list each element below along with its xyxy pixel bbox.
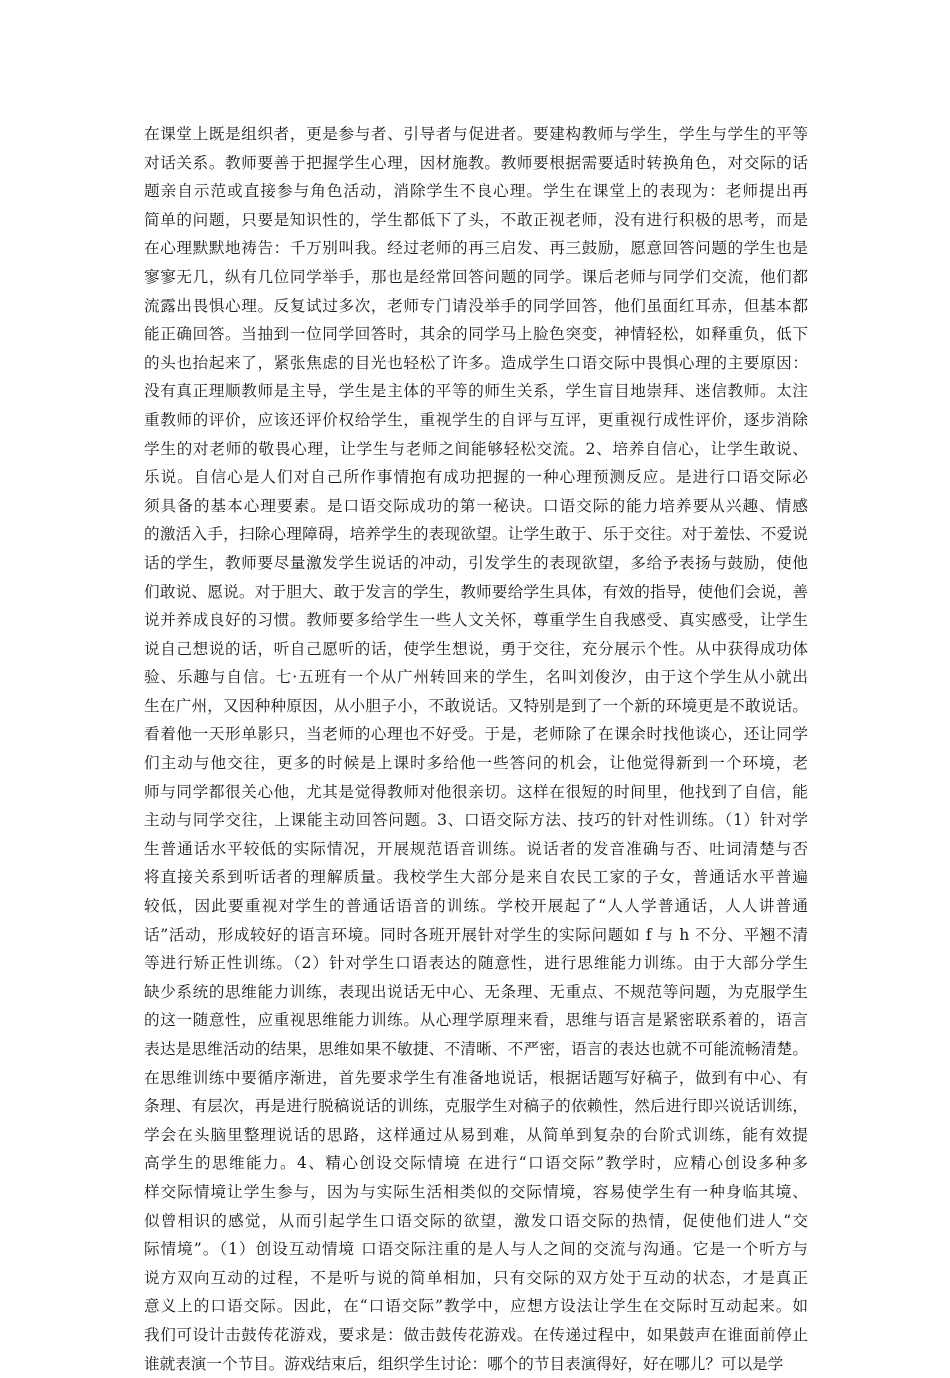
text-line: 等进行矫正性训练。（2）针对学生口语表达的随意性，进行思维能力训练。由于大部分学生: [144, 954, 808, 973]
text-line: 的这一随意性，应重视思维能力训练。从心理学原理来看，思维与语言是紧密联系着的，语言: [144, 1011, 808, 1030]
text-line: 话”活动，形成较好的语言环境。同时各班开展针对学生的实际问题如 f 与 h 不分、平翘不清: [144, 925, 808, 944]
text-line: 条理、有层次，再是进行脱稿说话的训练，克服学生对稿子的依赖性，然后进行即兴说话训练，: [144, 1097, 808, 1116]
text-line: 能正确回答。当抽到一位同学回答时，其余的同学马上脸色突变，神情轻松，如释重负，低下: [144, 325, 808, 344]
text-line: 验、乐趣与自信。七·五班有一个从广州转回来的学生，名叫刘俊汐，由于这个学生从小就出: [144, 668, 808, 687]
text-line: 高学生的思维能力。4、精心创设交际情境 在进行“口语交际”教学时，应精心创设多种多: [144, 1154, 808, 1173]
text-line: 乐说。自信心是人们对自己所作事情抱有成功把握的一种心理预测反应。是进行口语交际必: [144, 468, 808, 487]
text-line: 际情境”。（1）创设互动情境 口语交际注重的是人与人之间的交流与沟通。它是一个听方与: [144, 1240, 808, 1259]
text-line: 没有真正理顺教师是主导，学生是主体的平等的师生关系，学生盲目地崇拜、迷信教师。太注: [144, 382, 808, 401]
text-line: 学生的对老师的敬畏心理，让学生与老师之间能够轻松交流。2、培养自信心，让学生敢说、: [144, 439, 808, 458]
text-line: 的头也抬起来了，紧张焦虑的目光也轻松了许多。造成学生口语交际中畏惧心理的主要原因：: [144, 353, 808, 372]
text-line: 对话关系。教师要善于把握学生心理，因材施教。教师要根据需要适时转换角色，对交际的话: [144, 153, 808, 172]
text-line: 说并养成良好的习惯。教师要多给学生一些人文关怀，尊重学生自我感受、真实感受，让学生: [144, 611, 808, 630]
text-line: 意义上的口语交际。因此，在“口语交际”教学中，应想方设法让学生在交际时互动起来。如: [144, 1297, 808, 1316]
text-line: 较低，因此要重视对学生的普通话语音的训练。学校开展起了“人人学普通话，人人讲普通: [144, 897, 808, 916]
text-line: 看着他一天形单影只，当老师的心理也不好受。于是，老师除了在课余时找他谈心，还让同学: [144, 725, 808, 744]
text-line: 将直接关系到听话者的理解质量。我校学生大部分是来自农民工家的子女，普通话水平普遍: [144, 868, 808, 887]
text-line: 似曾相识的感觉，从而引起学生口语交际的欲望，激发口语交际的热情，促使他们进人“交: [144, 1211, 808, 1230]
text-line: 表达是思维活动的结果，思维如果不敏捷、不清晰、不严密，语言的表达也就不可能流畅清楚。: [144, 1040, 808, 1058]
text-line: 们主动与他交往，更多的时候是上课时多给他一些答问的机会，让他觉得新到一个环境，老: [144, 754, 808, 773]
text-line: 简单的问题，只要是知识性的，学生都低下了头，不敢正视老师，没有进行积极的思考，而是: [144, 210, 808, 229]
text-line: 重教师的评价，应该还评价权给学生，重视学生的自评与互评，更重视行成性评价，逐步消除: [144, 410, 808, 429]
text-line: 生在广州，又因种种原因，从小胆子小，不敢说话。又特别是到了一个新的环境更是不敢说话。: [144, 696, 808, 715]
text-line: 学会在头脑里整理说话的思路，这样通过从易到难，从简单到复杂的台阶式训练，能有效提: [144, 1125, 808, 1144]
text-line: 流露出畏惧心理。反复试过多次，老师专门请没举手的同学回答，他们虽面红耳赤，但基本都: [144, 296, 808, 315]
text-line: 说方双向互动的过程，不是听与说的简单相加，只有交际的双方处于互动的状态，才是真正: [144, 1268, 808, 1287]
text-line: 谁就表演一个节目。游戏结束后，组织学生讨论：哪个的节目表演得好，好在哪儿？可以是学: [144, 1354, 784, 1373]
text-line: 我们可设计击鼓传花游戏，要求是：做击鼓传花游戏。在传递过程中，如果鼓声在谁面前停止: [144, 1325, 808, 1344]
text-line: 主动与同学交往，上课能主动回答问题。3、口语交际方法、技巧的针对性训练。（1）针对学: [144, 811, 808, 830]
text-line: 样交际情境让学生参与，因为与实际生活相类似的交际情境，容易使学生有一种身临其境、: [144, 1182, 808, 1201]
text-line: 寥寥无几，纵有几位同学举手，那也是经常回答问题的同学。课后老师与同学们交流，他们都: [144, 267, 808, 286]
text-line: 师与同学都很关心他，尤其是觉得教师对他很亲切。这样在很短的时间里，他找到了自信，能: [144, 782, 808, 801]
text-line: 生普通话水平较低的实际情况，开展规范语音训练。说话者的发音准确与否、吐词清楚与否: [144, 839, 808, 858]
text-line: 题亲自示范或直接参与角色活动，消除学生不良心理。学生在课堂上的表现为：老师提出再: [144, 182, 808, 201]
text-line: 说自己想说的话，听自己愿听的话，使学生想说，勇于交往，充分展示个性。从中获得成功体: [144, 639, 808, 658]
text-line: 缺少系统的思维能力训练，表现出说话无中心、无条理、无重点、不规范等问题，为克服学生: [144, 982, 808, 1001]
text-line: 在课堂上既是组织者，更是参与者、引导者与促进者。要建构教师与学生，学生与学生的平等: [144, 125, 808, 143]
body-text: [144, 120, 808, 1378]
text-line: 的激活入手，扫除心理障碍，培养学生的表现欲望。让学生敢于、乐于交往。对于羞怯、不爱说: [144, 525, 808, 544]
text-line: 须具备的基本心理要素。是口语交际成功的第一秘诀。口语交际的能力培养要从兴趣、情感: [144, 496, 808, 515]
text-line: 在心理默默地祷告：千万别叫我。经过老师的再三启发、再三鼓励，愿意回答问题的学生也是: [144, 239, 808, 258]
text-line: 话的学生，教师要尽量激发学生说话的冲动，引发学生的表现欲望，多给予表扬与鼓励，使他: [144, 553, 808, 572]
text-line: 们敢说、愿说。对于胆大、敢于发言的学生，教师要给学生具体，有效的指导，使他们会说，善: [144, 582, 808, 601]
text-line: 在思维训练中要循序渐进，首先要求学生有准备地说话，根据话题写好稿子，做到有中心、有: [144, 1068, 808, 1087]
